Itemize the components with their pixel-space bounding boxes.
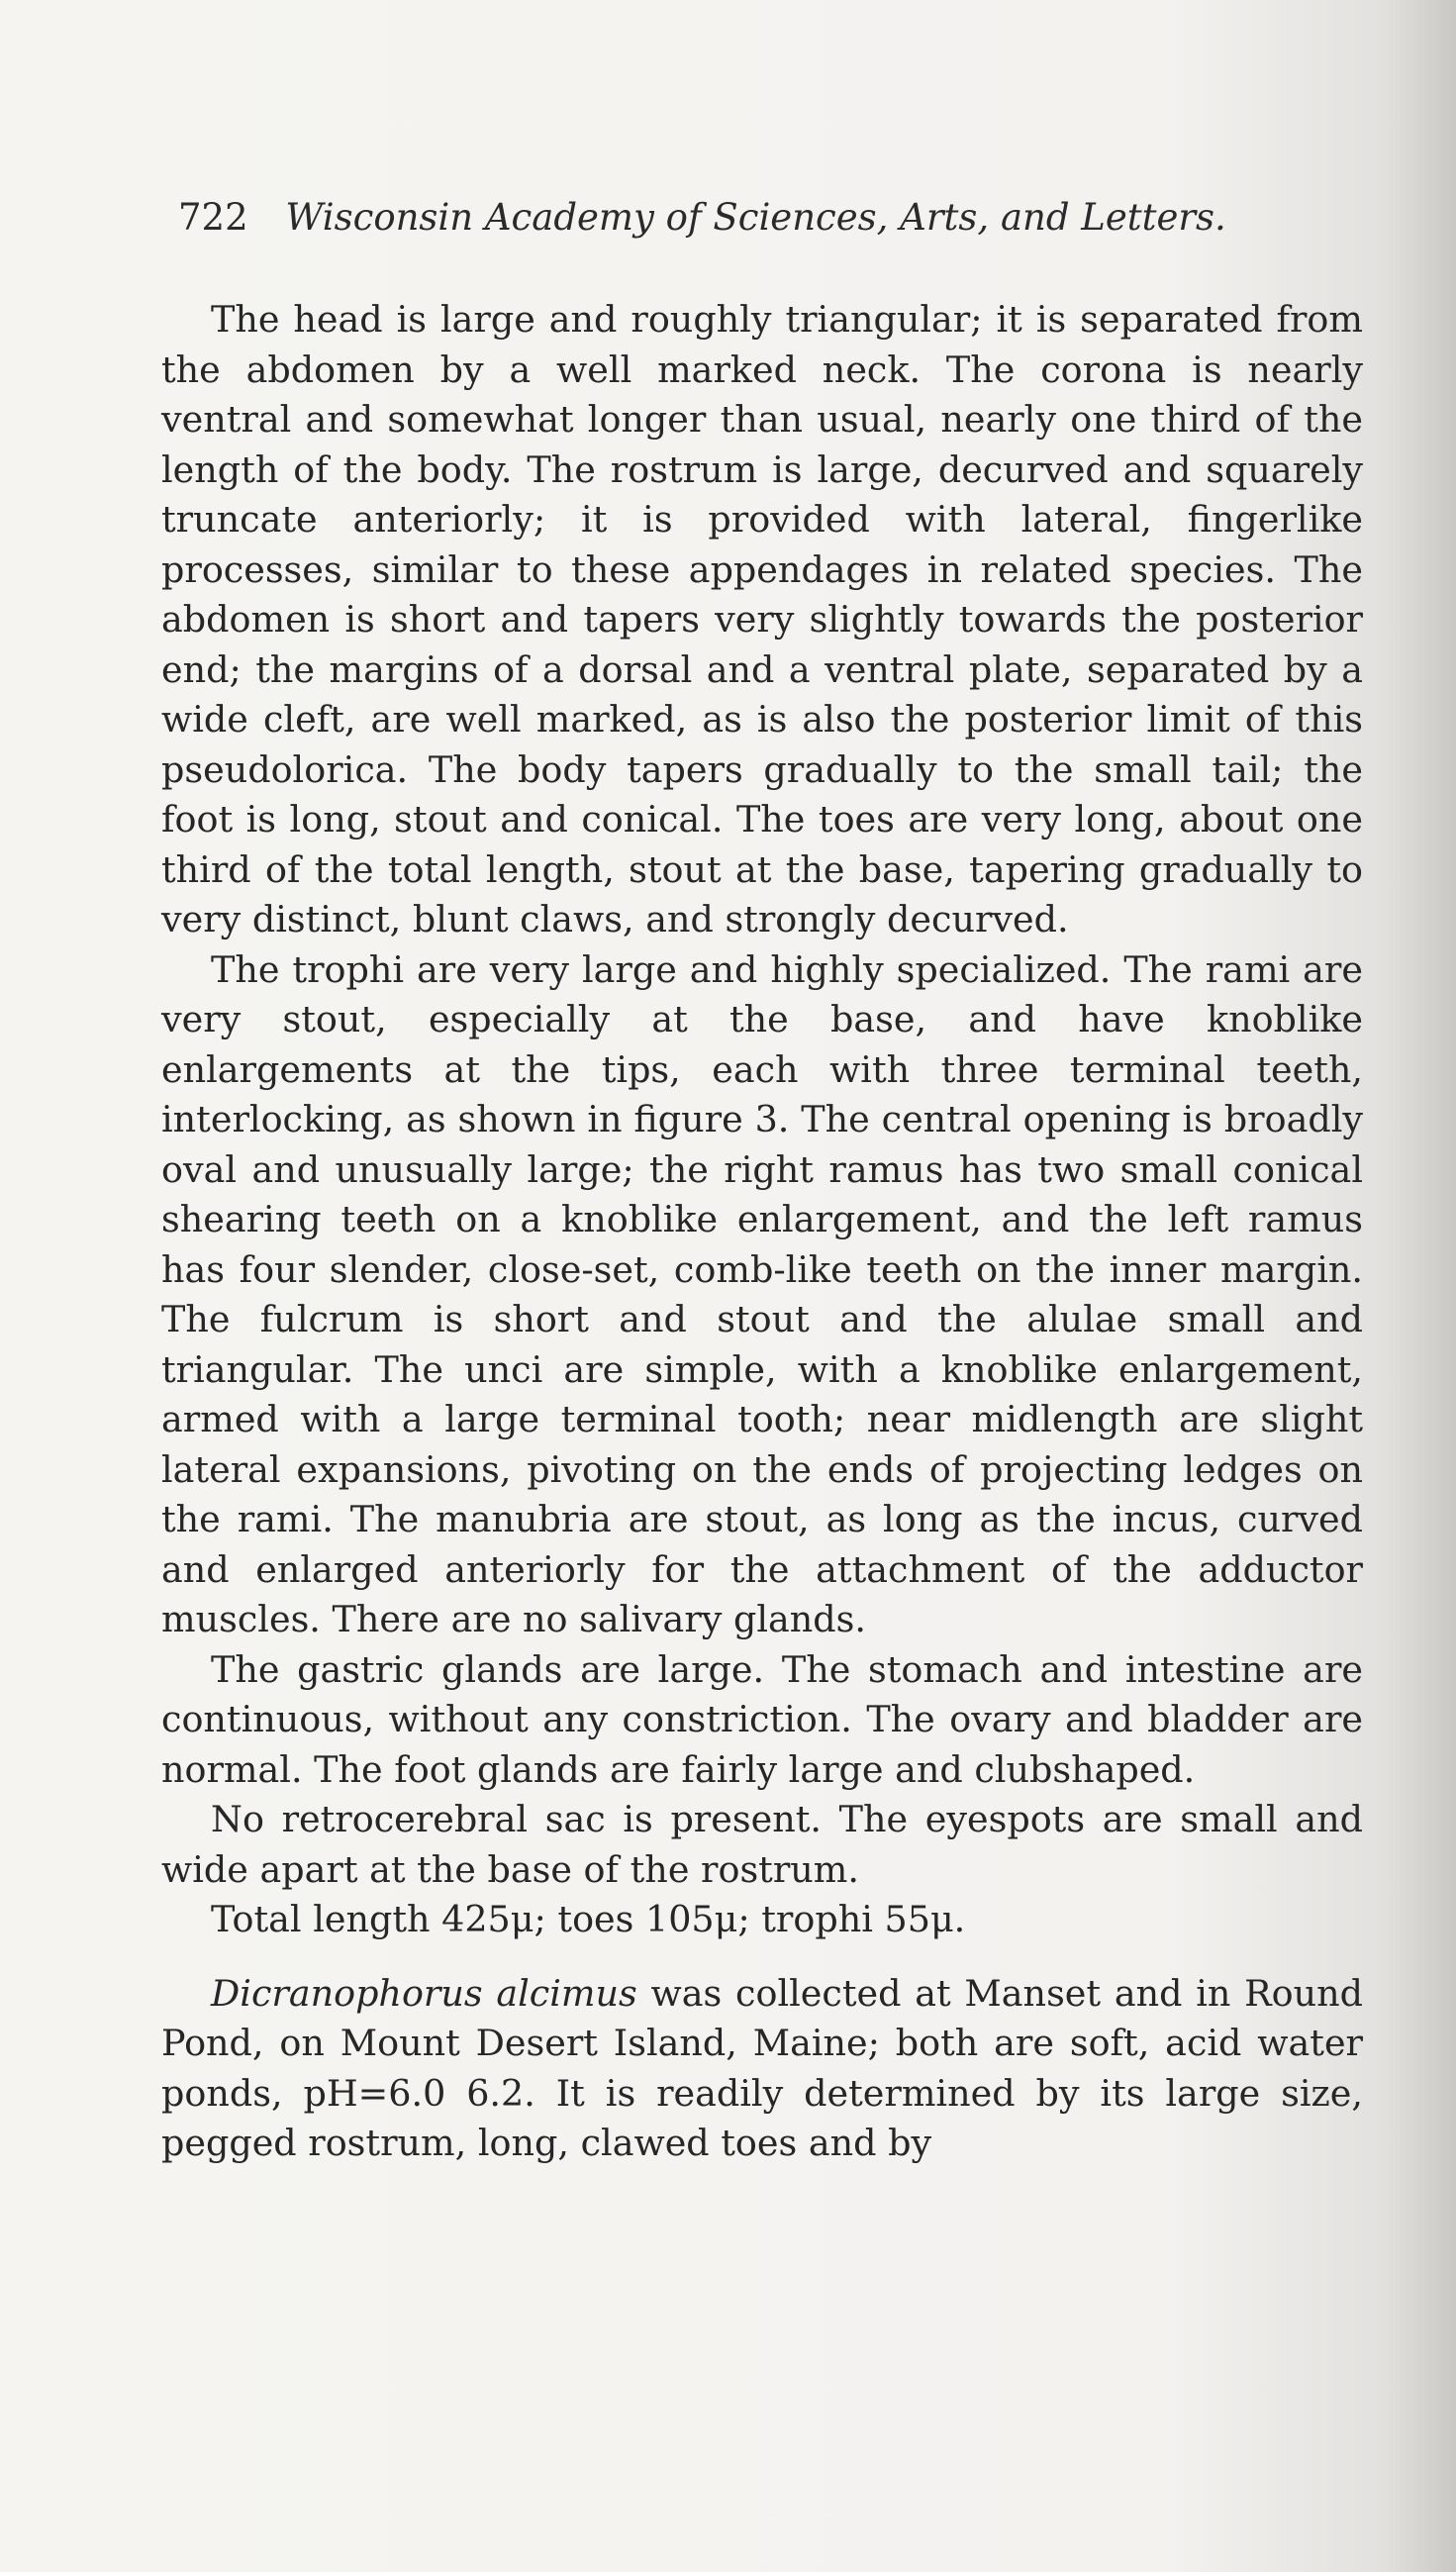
species-name: Dicranophorus alcimus [211, 1971, 637, 2015]
paragraph-trophi: The trophi are very large and highly specialized. The rami are very stout, especially at the base, and have knoblike enlargements at the tips, each with three terminal teeth, interlocking, as shown in figure 3. The central opening is broadly oval and unusually large; the right ramus has two small conical shearing teeth on a knoblike enlargement, and the left ramus has four slender, close-set, comb-like teeth on the inner margin. The fulcrum is short and stout and the alulae small and triangular. The unci are simple, with a knoblike enlargement, armed with a large terminal tooth; near midlength are slight lateral expansions, pivoting on the ends of projecting ledges on the rami. The manubria are stout, as long as the incus, curved and enlarged anteriorly for the attachment of the adductor muscles. There are no salivary glands. [161, 947, 1363, 1640]
body-text [161, 295, 1363, 2169]
paragraph-eyespots: No retrocerebral sac is present. The eyespots are small and wide apart at the base of the rostrum. [161, 1798, 1363, 1891]
paragraph-distribution [161, 1969, 1363, 2169]
paragraph-head-description: The head is large and roughly triangular; it is separated from the abdomen by a well marked neck. The corona is nearly ventral and somewhat longer than usual, nearly one third of the length of the body. The rostrum is large, decurved and squarely truncate anteriorly; it is provided with lateral, fingerlike processes, similar to these appendages in related species. The abdomen is short and tapers very slightly towards the posterior end; the margins of a dorsal and a ventral plate, separated by a wide cleft, are well marked, as is also the posterior limit of this pseudolorica. The body tapers gradually to the small tail; the foot is long, stout and conical. The toes are very long, about one third of the total length, stout at the base, tapering gradually to very distinct, blunt claws, and strongly decurved. [161, 298, 1363, 940]
page-number: 722 [178, 196, 248, 239]
paragraph-glands: The gastric glands are large. The stomach and intestine are continuous, without any constriction. The ovary and bladder are normal. The foot glands are fairly large and clubshaped. [161, 1647, 1363, 1791]
journal-title: Wisconsin Academy of Sciences, Arts, and Letters. [285, 196, 1226, 239]
distribution-text: was collected at Manset and in Round Pond, on Mount Desert Island, Maine; both are soft, acid water ponds, pH=6.0 6.2. It is readily determined by its large size, pegged rostrum, long, clawed toes and by [161, 1971, 1364, 2164]
running-head [178, 196, 1366, 239]
paragraph-measurements: Total length 425μ; toes 105μ; trophi 55μ. [211, 1898, 966, 1940]
